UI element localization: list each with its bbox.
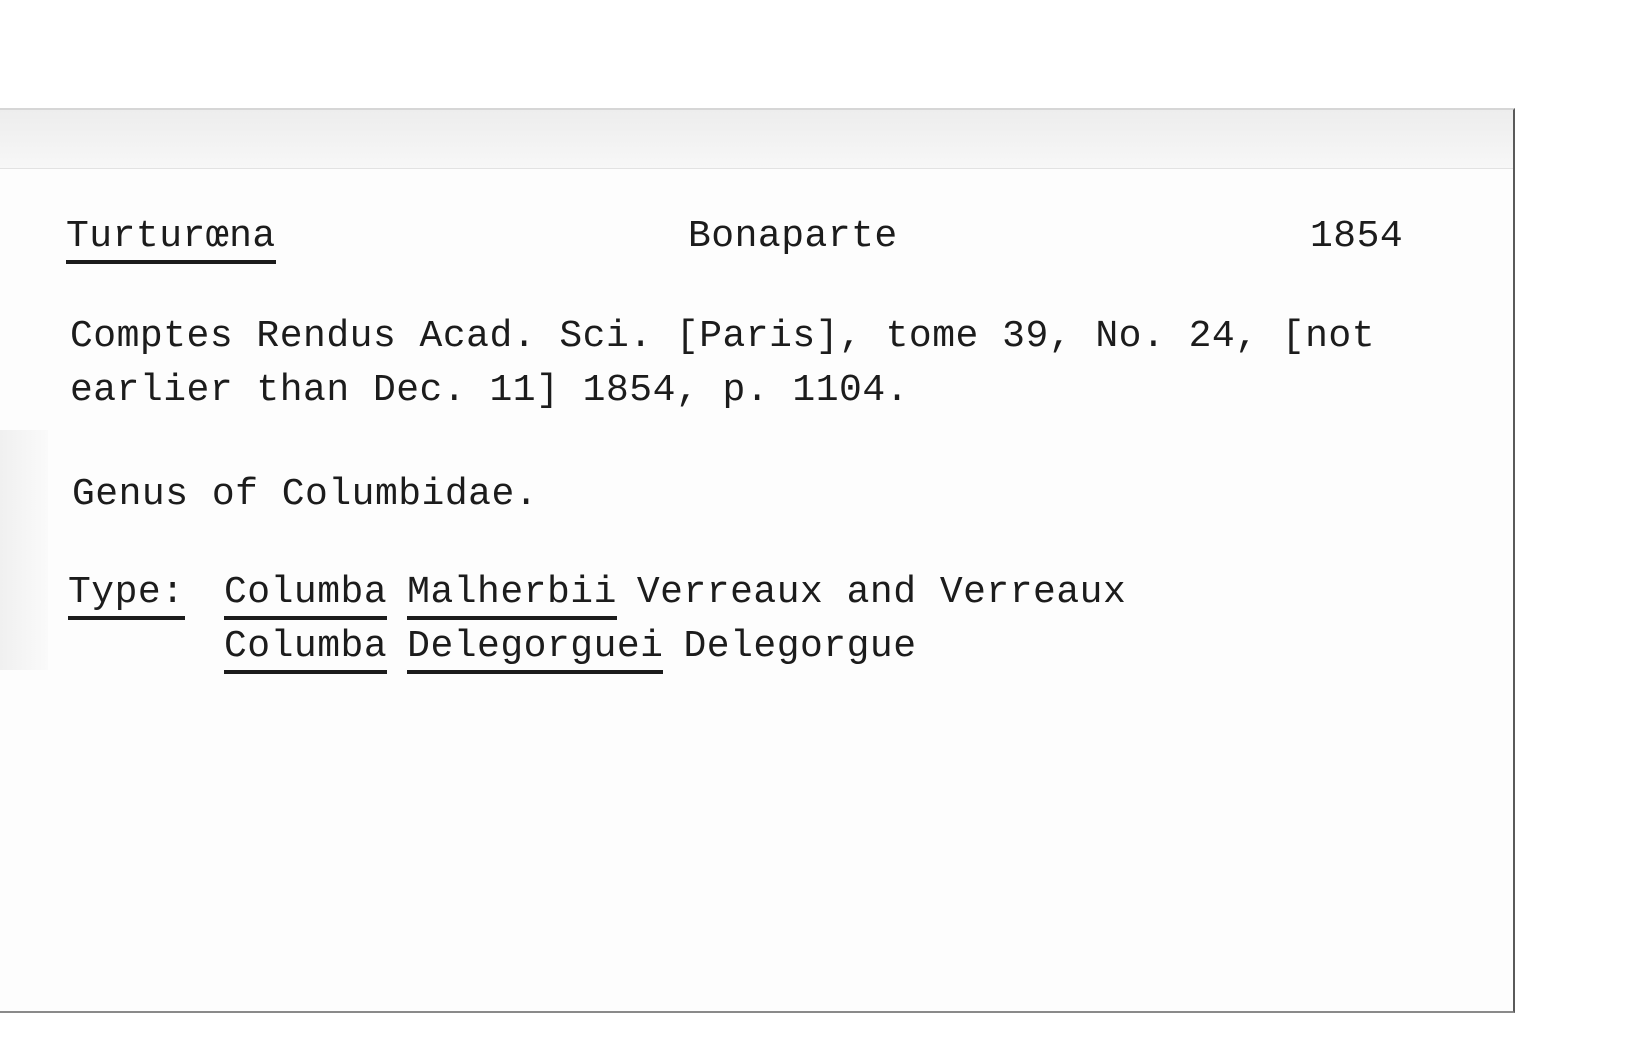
genus-name [66,210,276,264]
author-name: Bonaparte [688,215,898,258]
type-row [68,620,1126,674]
card-edge-mark [0,430,48,670]
card-top-shade [0,110,1513,169]
type-label [68,566,224,620]
type-authority: Delegorgue [683,625,917,668]
type-row [68,566,1126,620]
type-authority: Verreaux and Verreaux [636,571,1127,614]
publication-year: 1854 [1310,215,1404,258]
type-species: Malherbii [407,571,617,620]
type-genus: Columba [224,625,387,674]
index-card [0,108,1515,1013]
type-species: Delegorguei [407,625,663,674]
type-label-text: Type: [68,571,185,620]
family-note: Genus of Columbidae. [72,473,539,516]
citation: Comptes Rendus Acad. Sci. [Paris], tome 39, No. 24, [not earlier than Dec. 11] 1854, p. 1104. [70,315,1376,412]
type-block [68,566,1126,674]
type-genus: Columba [224,571,387,620]
genus-name-text: Turturœna [66,215,276,264]
